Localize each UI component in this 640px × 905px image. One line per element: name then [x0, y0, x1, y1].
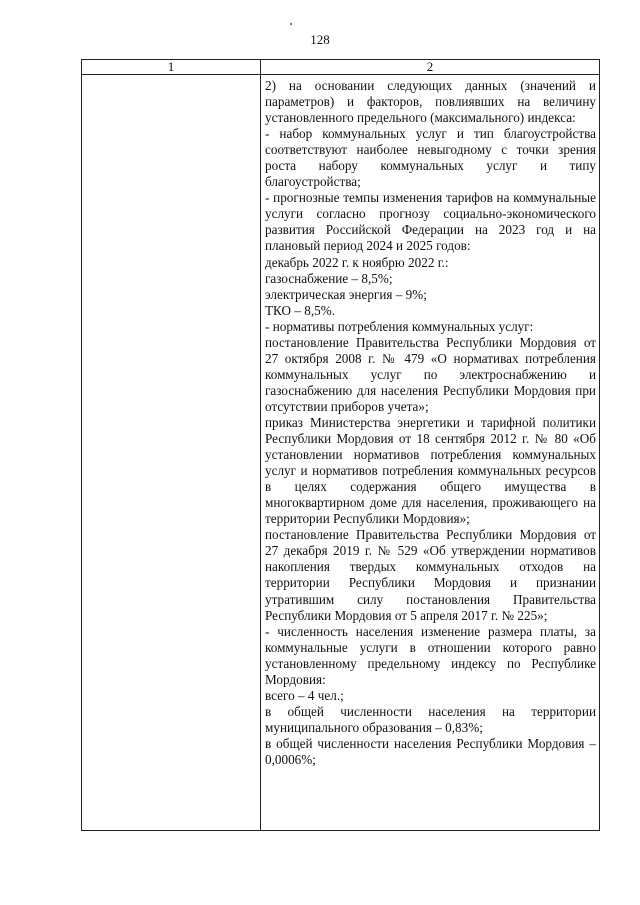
paragraph-norms-heading: - нормативы потребления коммунальных услуг: [265, 318, 534, 334]
paragraph-total: всего – 4 чел.; [265, 687, 344, 703]
table-body-row [82, 75, 600, 831]
paragraph-electricity: электрическая энергия – 9%; [265, 286, 427, 302]
column-1-cell [82, 75, 261, 831]
paragraph-intro: 2) на основании следующих данных (значений и параметров) и факторов, повлиявших на величину установленного предельного (максимального) индекса: [265, 78, 596, 126]
scan-speck [290, 23, 292, 25]
paragraph-services-set: - набор коммунальных услуг и тип благоустройства соответствуют наиболее невыгодному с точки зрения роста набору коммунальных услуг и типу благоустройства; [265, 126, 596, 190]
paragraph-period: декабрь 2022 г. к ноябрю 2022 г.: [265, 254, 449, 270]
document-table [81, 59, 600, 831]
paragraph-order-80: приказ Министерства энергетики и тарифной политики Республики Мордовия от 18 сентября 2012 г. № 80 «Об установлении нормативов потребления коммунальных услуг и нормативов потребления коммунальных ресурсов в целях содержания общего имущества в многоквартирном доме для населения, проживающего на территории Республики Мордовия»; [265, 414, 596, 527]
column-header-2: 2 [261, 60, 600, 75]
paragraph-resolution-529: постановление Правительства Республики Мордовия от 27 декабря 2019 г. № 529 «Об утверждении нормативов накопления твердых коммунальных отходов на территории Республики Мордовия и признании утратившим силу постановления Правительства Республики Мордовия от 5 апреля 2017 г. № 225»; [265, 527, 596, 623]
paragraph-tko: ТКО – 8,5%. [265, 302, 336, 318]
paragraph-republic-share: в общей численности населения Республики Мордовия – 0,0006%; [265, 735, 596, 767]
page-number: 128 [310, 32, 330, 47]
table-header-row [82, 60, 600, 75]
paragraph-gas: газоснабжение – 8,5%; [265, 270, 393, 286]
paragraph-municipal-share: в общей численности населения на территории муниципального образования – 0,83%; [265, 703, 596, 735]
paragraph-resolution-479: постановление Правительства Республики Мордовия от 27 октября 2008 г. № 479 «О нормативах потребления коммунальных услуг по электроснабжению и газоснабжению для населения Республики Мордовия при отсутствии приборов учета»; [265, 334, 596, 414]
column-header-1: 1 [82, 60, 261, 75]
column-2-cell [261, 75, 600, 831]
paragraph-population: - численность населения изменение размера платы, за коммунальные услуги в отношении которого равно установленному предельному индексу по Республике Мордовия: [265, 623, 596, 687]
paragraph-tariff-forecast: - прогнозные темпы изменения тарифов на коммунальные услуги согласно прогнозу социально-экономического развития Российской Федерации на 2023 год и на плановый период 2024 и 2025 годов: [265, 190, 596, 254]
